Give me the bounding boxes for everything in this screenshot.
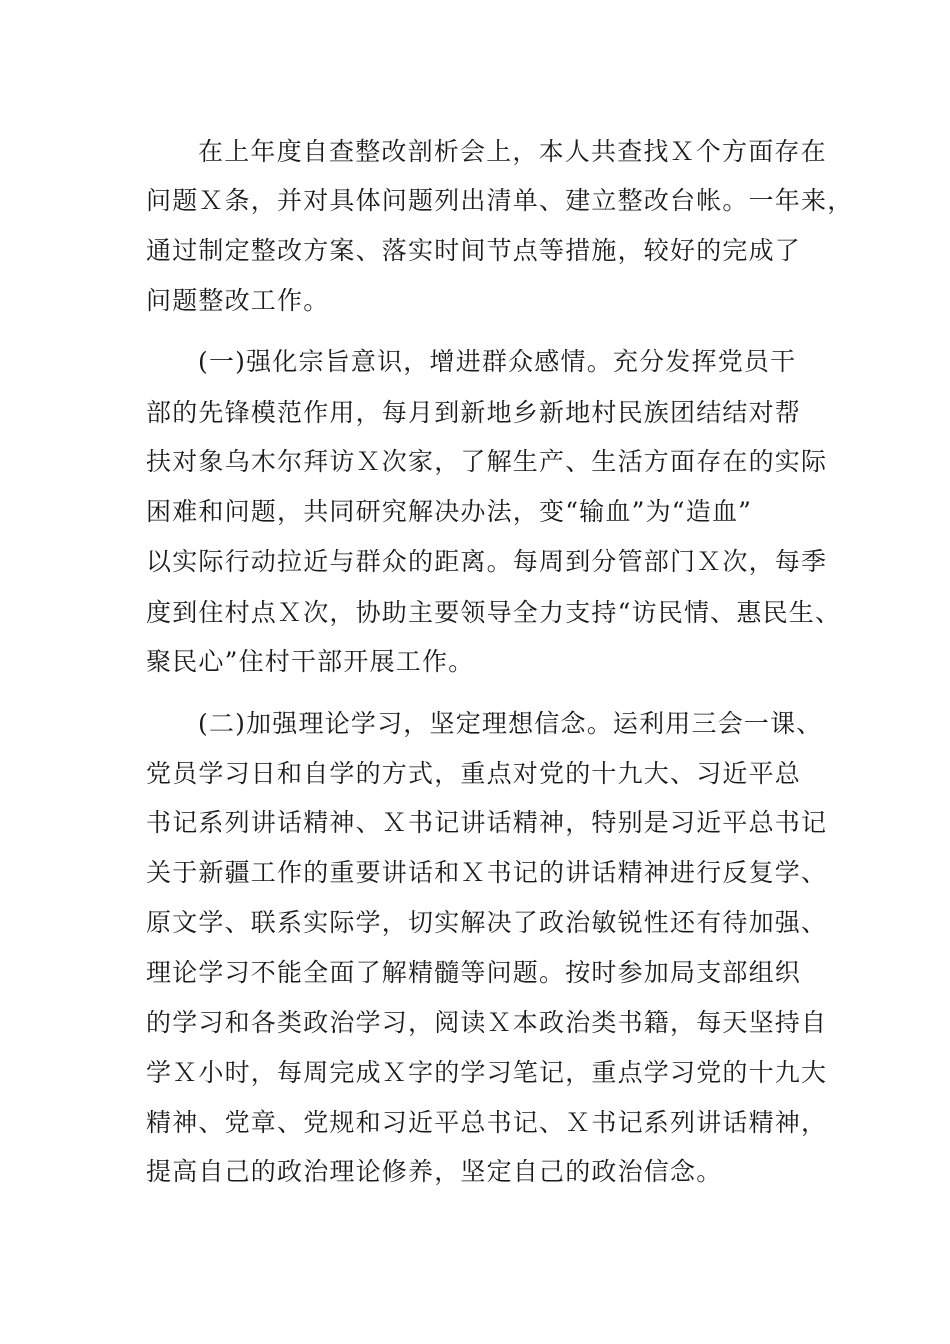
paragraph-2-line-4: 困难和问题，共同研究解决办法，变“输血”为“造血” [146,497,753,526]
paragraph-2-line-3: 扶对象乌木尔拜访Ｘ次家，了解生产、生活方面存在的实际 [146,447,828,476]
paragraph-3-line-4: 关于新疆工作的重要讲话和Ｘ书记的讲话精神进行反复学、 [146,858,828,887]
paragraph-3-line-7: 的学习和各类政治学习，阅读Ｘ本政治类书籍，每天坚持自 [146,1008,828,1037]
paragraph-3-line-5: 原文学、联系实际学，切实解决了政治敏锐性还有待加强、 [146,908,828,937]
paragraph-2-line-5: 以实际行动拉近与群众的距离。每周到分管部门Ｘ次，每季 [146,547,828,576]
paragraph-3-line-2: 党员学习日和自学的方式，重点对党的十九大、习近平总 [146,759,802,788]
paragraph-3-line-1: (二)加强理论学习，坚定理想信念。运利用三会一课、 [198,709,823,738]
paragraph-3-line-8: 学Ｘ小时，每周完成Ｘ字的学习笔记，重点学习党的十九大 [146,1058,828,1087]
paragraph-2-line-7: 聚民心”住村干部开展工作。 [146,647,475,676]
paragraph-2-line-1: (一)强化宗旨意识，增进群众感情。充分发挥党员干 [198,347,797,376]
paragraph-1-line-2: 问题Ｘ条，并对具体问题列出清单、建立整改台帐。一年来， [146,186,854,215]
paragraph-2-line-6: 度到住村点Ｘ次，协助主要领导全力支持“访民情、惠民生、 [146,598,842,627]
paragraph-1-line-3: 通过制定整改方案、落实时间节点等措施，较好的完成了 [146,236,802,265]
paragraph-3-line-9: 精神、党章、党规和习近平总书记、Ｘ书记系列讲话精神， [146,1108,828,1137]
paragraph-1-line-4: 问题整改工作。 [146,286,330,315]
paragraph-3-line-3: 书记系列讲话精神、Ｘ书记讲话精神，特别是习近平总书记 [146,808,828,837]
paragraph-2-line-2: 部的先锋模范作用，每月到新地乡新地村民族团结结对帮 [146,398,802,427]
paragraph-3-line-10: 提高自己的政治理论修养，坚定自己的政治信念。 [146,1157,723,1186]
paragraph-3-line-6: 理论学习不能全面了解精髓等问题。按时参加局支部组织 [146,958,802,987]
paragraph-1-line-1: 在上年度自查整改剖析会上，本人共查找Ｘ个方面存在 [198,137,827,166]
